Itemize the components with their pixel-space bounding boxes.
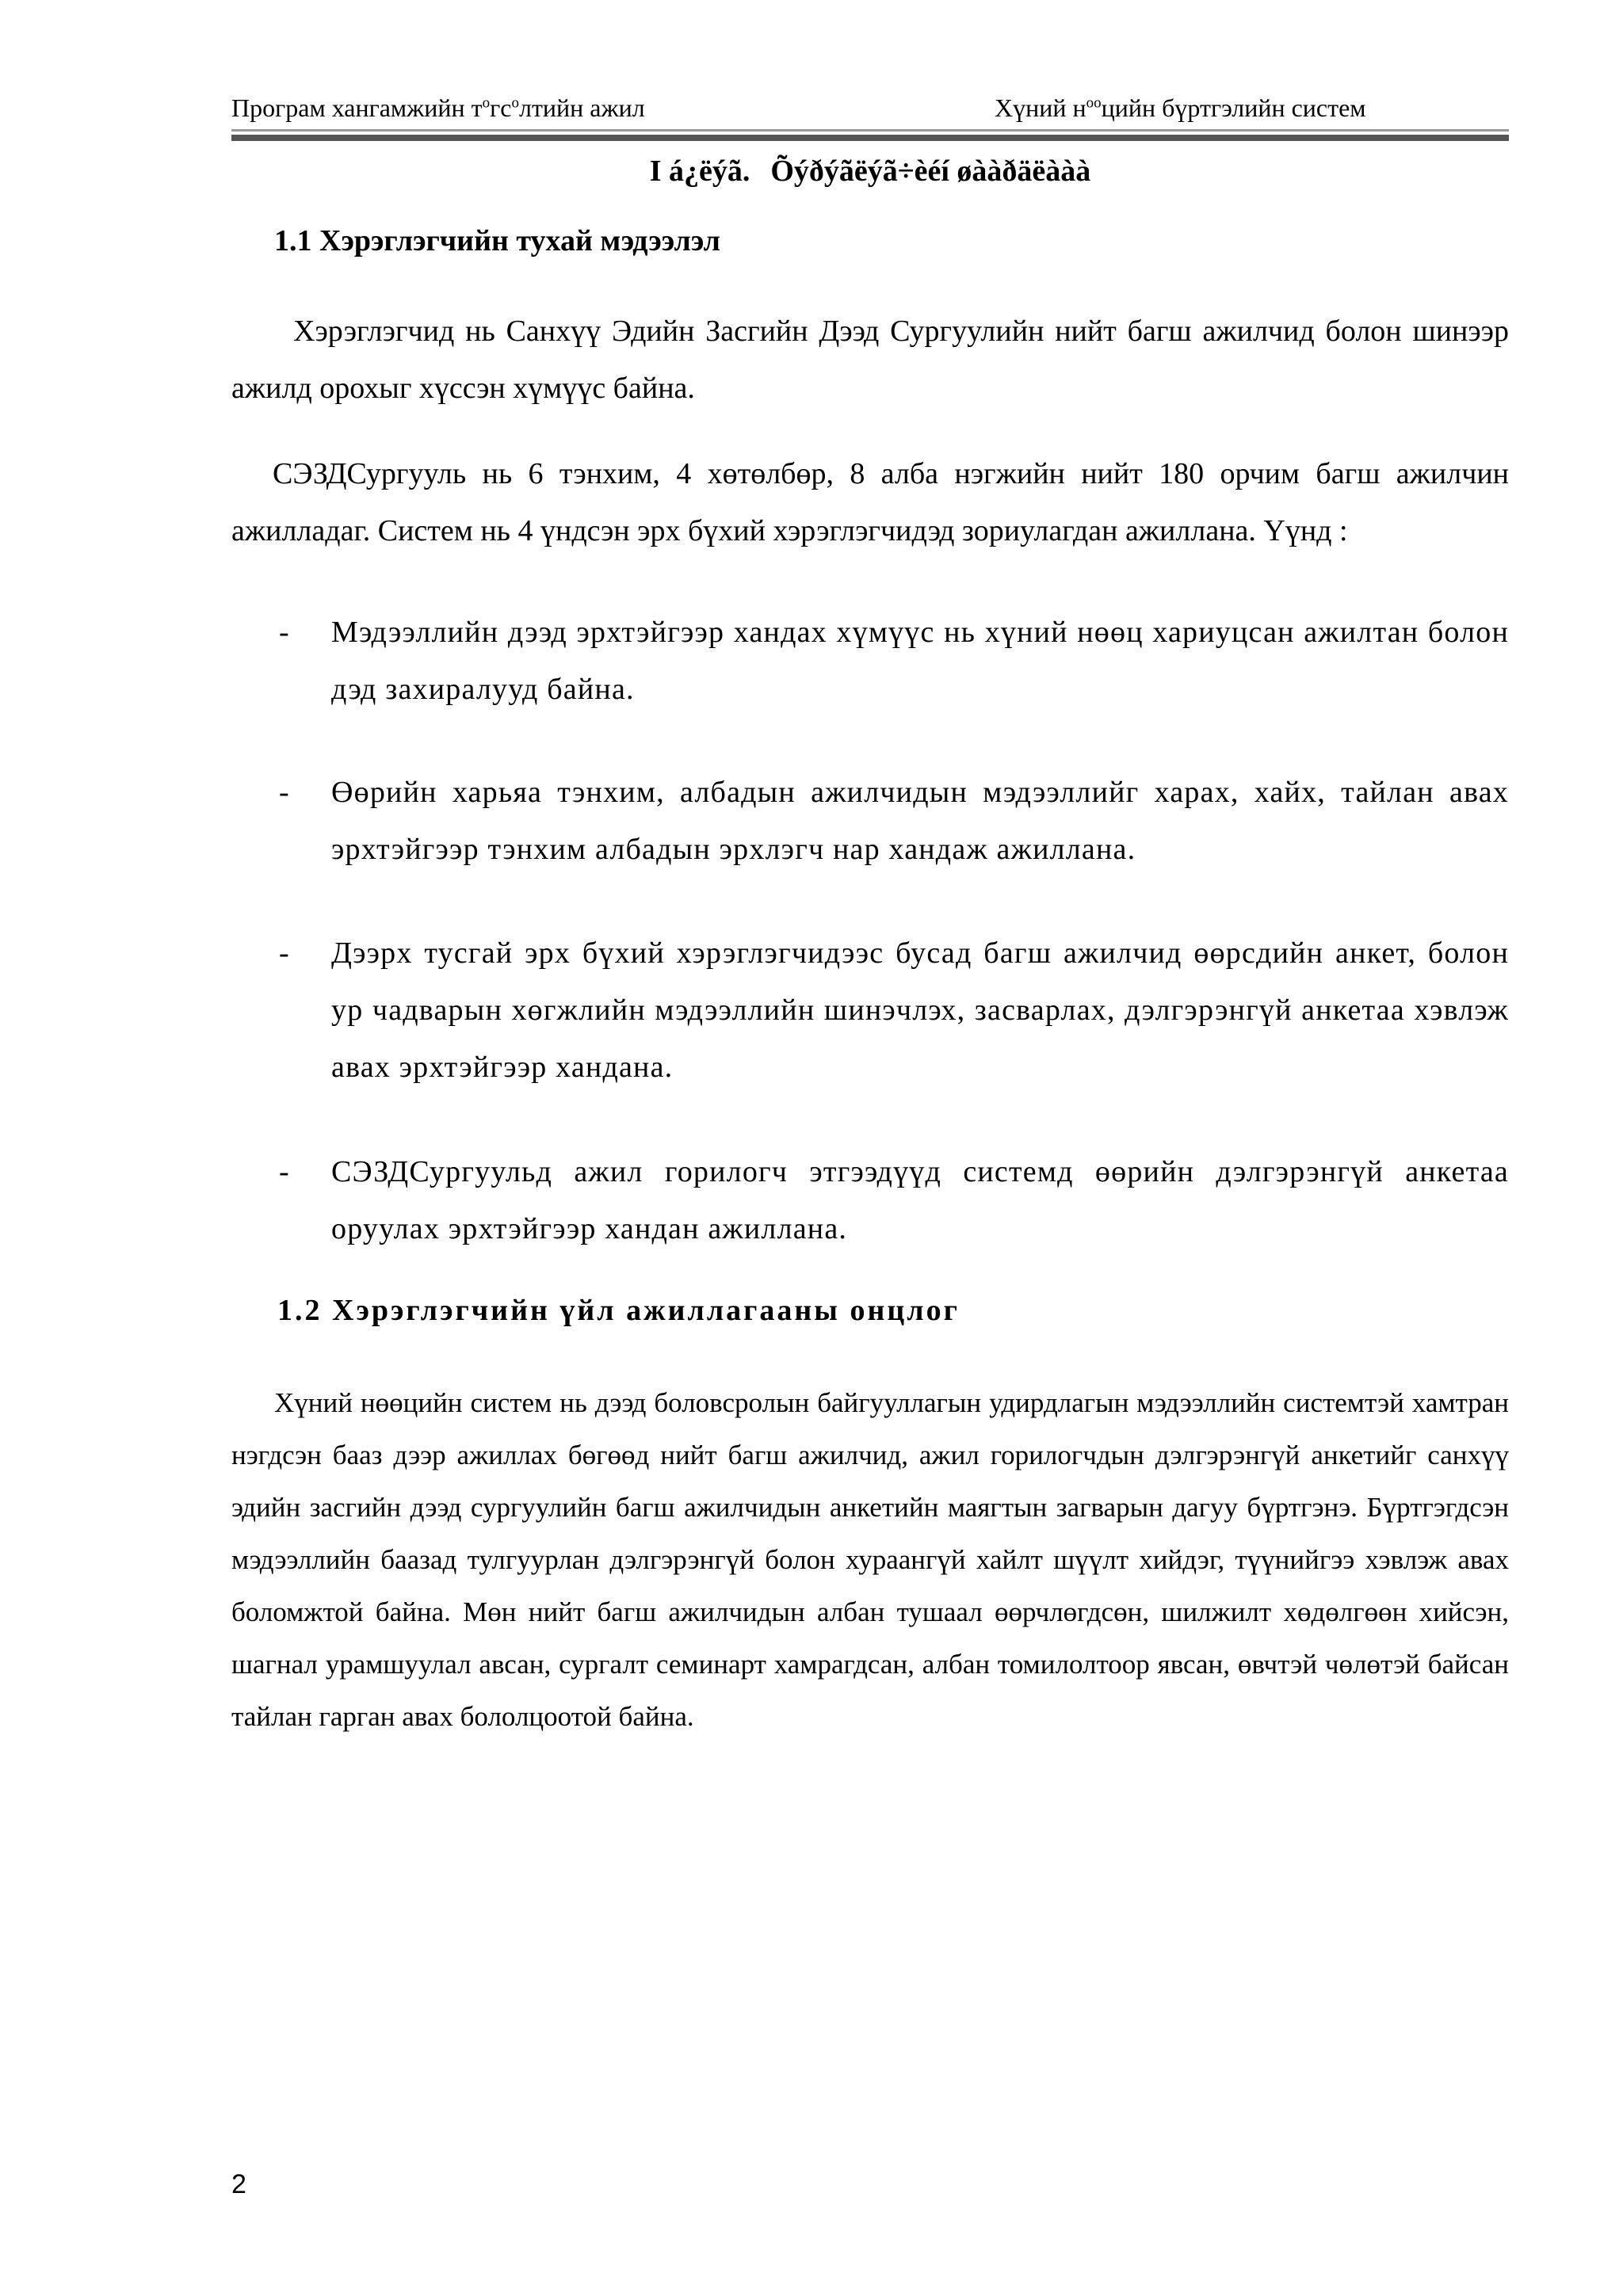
section-heading-1-1: 1.1 Хэрэглэгчийн тухай мэдээлэл xyxy=(274,224,720,257)
list-item-text: Дээрх тусгай эрх бүхий хэрэглэгчидээс бусад багш ажилчид өөрсдийн анкет, болон ур чадварын хөгжлийн мэдээллийн шинэчлэх, засварлах, дэлгэрэнгүй анкетаа хэвлэж авах эрхтэйгээр хандана. xyxy=(331,936,1509,1084)
list-item-text: СЭЗДСургуульд ажил горилогч этгээдүүд системд өөрийн дэлгэрэнгүй анкетаа оруулах эрхтэйгээр хандан ажиллана. xyxy=(331,1155,1509,1245)
header-left-title: Програм хангамжийн $т^oгс^oлтийн$ ажил xyxy=(231,93,645,122)
section-heading-1-2: 1.2 Хэрэглэгчийн үйл ажиллагааны онцлог xyxy=(277,1294,960,1327)
paragraph-users: Хэрэглэгчид нь Санхүү Эдийн Засгийн Дээд Сургуулийн нийт багш ажилчид болон шинээр ажилд орохыг хүссэн хүмүүс байна. xyxy=(231,315,1509,405)
bullet-dash: - xyxy=(279,616,290,649)
paragraph-structure: СЭЗДСургууль нь 6 тэнхим, 4 хөтөлбөр, 8 алба нэгжийн нийт 180 орчим багш ажилчин ажилладаг. Систем нь 4 үндсэн эрх бүхий хэрэглэгчидэд зориулагдан ажиллана. Үүнд : xyxy=(231,457,1509,547)
header-rule-thick xyxy=(231,135,1509,141)
list-item-text: Мэдээллийн дээд эрхтэйгээр хандах хүмүүс нь хүний нөөц хариуцсан ажилтан болон дэд захиралууд байна. xyxy=(331,616,1509,706)
paragraph-system-features: Хүний нөөцийн систем нь дээд боловсролын байгууллагын удирдлагын мэдээллийн системтэй хамтран нэгдсэн бааз дээр ажиллах бөгөөд нийт багш ажилчид, ажил горилогчдын дэлгэрэнгүй анкетийг санхүү эдийн засгийн дээд сургуулийн багш ажилчидын анкетийн маягтын загварын дагуу бүртгэнэ. Бүртгэгдсэн мэдээллийн баазад тулгуурлан дэлгэрэнгүй болон хураангүй хайлт шүүлт хийдэг, түүнийгээ хэвлэж авах боломжтой байна. Мөн нийт багш ажилчидын албан тушаал өөрчлөгдсөн, шилжилт хөдөлгөөн хийсэн, шагнал урамшуулал авсан, сургалт семинарт хамрагдсан, албан томилолтоор явсан, өвчтэй чөлөтэй байсан тайлан гарган авах бололцоотой байна. xyxy=(231,1387,1509,1732)
bullet-dash: - xyxy=(279,1155,290,1188)
bullet-dash: - xyxy=(279,776,290,809)
header-right-title: Хүний $н^{oo}цийн$ бүртгэлийн систем xyxy=(995,93,1366,122)
page-number: 2 xyxy=(231,2169,246,2199)
chapter-name: Õýðýãëýã÷èéí øààðäëààà xyxy=(770,154,1091,188)
chapter-number: I á¿ëýã. xyxy=(649,154,750,188)
header-rule-thin xyxy=(231,129,1509,132)
running-header xyxy=(231,93,1509,125)
bullet-dash: - xyxy=(279,936,290,970)
list-item-text: Өөрийн харьяа тэнхим, албадын ажилчидын мэдээллийг харах, хайх, тайлан авах эрхтэйгээр тэнхим албадын эрхлэгч нар хандаж ажиллана. xyxy=(331,776,1509,866)
chapter-title xyxy=(231,154,1509,189)
